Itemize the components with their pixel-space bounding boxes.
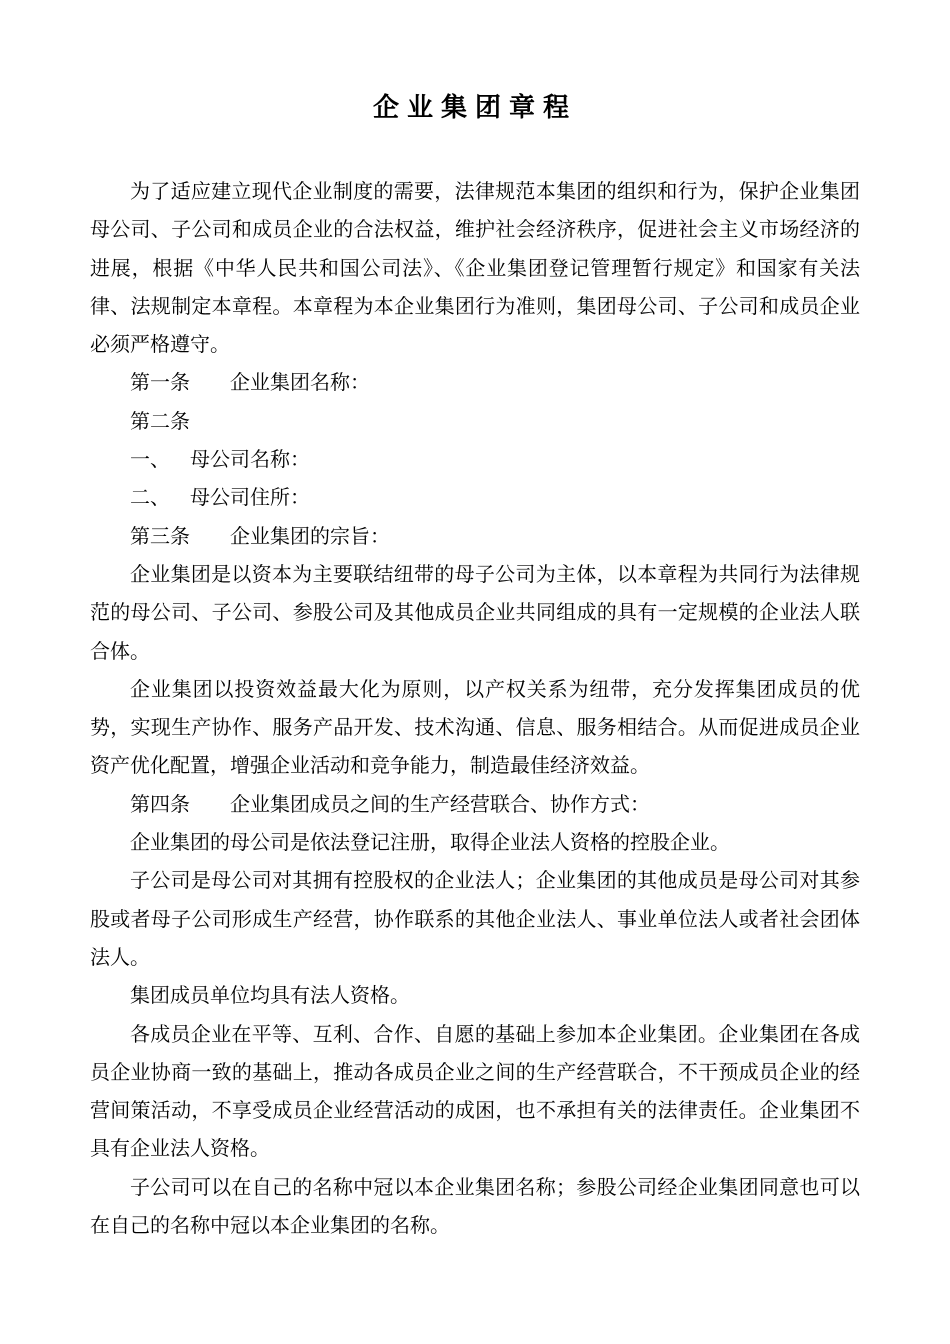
article-2: [90, 402, 860, 440]
article-4-paragraph-2: 子公司是母公司对其拥有控股权的企业法人；企业集团的其他成员是母公司对其参股或者母子公司形成生产经营，协作联系的其他企业法人、事业单位法人或者社会团体法人。: [90, 868, 860, 969]
article-2-item-1: [90, 440, 860, 478]
article-1-number: 第一条: [130, 370, 190, 395]
article-3-heading: 企业集团的宗旨：: [230, 523, 390, 548]
article-2-item-2: [90, 478, 860, 516]
item-1-text: 母公司名称：: [190, 447, 310, 472]
item-2-text: 母公司住所：: [190, 485, 310, 510]
item-1-number: 一、: [130, 447, 170, 472]
article-4: [90, 785, 860, 823]
article-4-paragraph-3: 集团成员单位均具有法人资格。: [130, 983, 410, 1008]
article-4-paragraph-5: 子公司可以在自己的名称中冠以本企业集团名称；参股公司经企业集团同意也可以在自己的名称中冠以本企业集团的名称。: [90, 1174, 860, 1238]
document-body: [90, 172, 860, 1244]
article-3-paragraph-2: 企业集团以投资效益最大化为原则，以产权关系为纽带，充分发挥集团成员的优势，实现生产协作、服务产品开发、技术沟通、信息、服务相结合。从而促进成员企业资产优化配置，增强企业活动和竞争能力，制造最佳经济效益。: [90, 676, 860, 778]
article-3: [90, 517, 860, 555]
article-3-number: 第三条: [130, 523, 190, 548]
article-4-paragraph-4: 各成员企业在平等、互利、合作、自愿的基础上参加本企业集团。企业集团在各成员企业协商一致的基础上，推动各成员企业之间的生产经营联合，不干预成员企业的经营间策活动，不享受成员企业经营活动的成困，也不承担有关的法律责任。企业集团不具有企业法人资格。: [90, 1021, 860, 1161]
article-2-number: 第二条: [130, 408, 190, 433]
article-4-number: 第四条: [130, 791, 190, 816]
article-4-paragraph-1: 企业集团的母公司是依法登记注册，取得企业法人资格的控股企业。: [130, 830, 730, 855]
article-1: [90, 363, 860, 401]
article-4-heading: 企业集团成员之间的生产经营联合、协作方式：: [230, 791, 650, 816]
item-2-number: 二、: [130, 485, 170, 510]
article-3-paragraph-1: 企业集团是以资本为主要联结纽带的母子公司为主体，以本章程为共同行为法律规范的母公司、子公司、参股公司及其他成员企业共同组成的具有一定规模的企业法人联合体。: [90, 561, 860, 663]
preamble-paragraph: 为了适应建立现代企业制度的需要，法律规范本集团的组织和行为，保护企业集团母公司、子公司和成员企业的合法权益，维护社会经济秩序，促进社会主义市场经济的进展，根据《中华人民共和国公司法》、《企业集团登记管理暂行规定》和国家有关法律、法规制定本章程。本章程为本企业集团行为准则，集团母公司、子公司和成员企业必须严格遵守。: [90, 179, 860, 357]
article-1-heading: 企业集团名称：: [230, 370, 370, 395]
document-title: 企业集团章程: [372, 93, 577, 123]
